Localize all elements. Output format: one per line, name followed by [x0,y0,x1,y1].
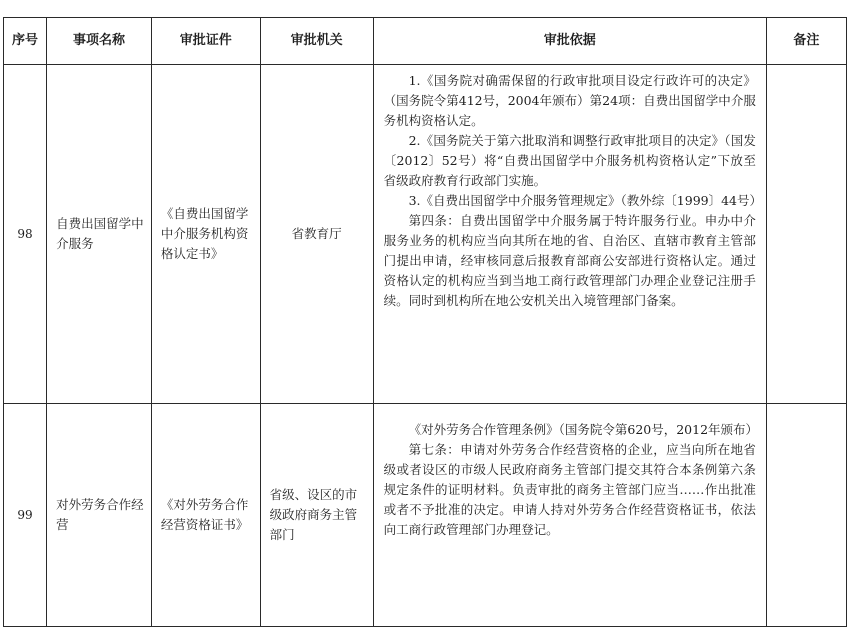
certificate: 《自费出国留学中介服务机构资格认定书》 [151,65,260,404]
table-row [4,65,847,404]
note-cell [766,404,846,627]
header-item-name: 事项名称 [47,18,152,65]
certificate: 《对外劳务合作经营资格证书》 [151,404,260,627]
note-cell [766,65,846,404]
basis-paragraph: 第四条：自费出国留学中介服务属于特许服务行业。申办中介服务业务的机构应当向其所在地的省、自治区、直辖市教育主管部门提出申请，经审核同意后报教育部商公安部进行资格认定。通过资格认定的机构应当到当地工商行政管理部门办理企业登记注册手续。同时到机构所在地公安机关出入境管理部门备案。 [383,213,756,308]
table-row [4,404,847,627]
header-basis: 审批依据 [373,18,766,65]
header-note: 备注 [766,18,846,65]
item-name: 对外劳务合作经营 [47,404,152,627]
basis-paragraph: 第七条：申请对外劳务合作经营资格的企业，应当向所在地省级或者设区的市级人民政府商务主管部门提交其符合本条例第六条规定条件的证明材料。负责审批的商务主管部门应当……作出批准或者不予批准的决定。申请人持对外劳务合作经营资格证书，依法向工商行政管理部门办理登记。 [383,442,756,537]
basis-cell [373,65,766,404]
approval-items-table [3,17,847,627]
authority: 省教育厅 [260,65,373,404]
basis-paragraph: 2.《国务院关于第六批取消和调整行政审批项目的决定》（国发〔2012〕52号）将“自费出国留学中介服务机构资格认定”下放至省级政府教育行政部门实施。 [383,133,756,188]
row-number: 98 [4,65,47,404]
basis-paragraph: 3.《自费出国留学中介服务管理规定》（教外综〔1999〕44号） [408,193,763,208]
item-name: 自费出国留学中介服务 [47,65,152,404]
basis-paragraph: 《对外劳务合作管理条例》（国务院令第620号，2012年颁布） [408,422,759,437]
basis-paragraph: 1.《国务院对确需保留的行政审批项目设定行政许可的决定》（国务院令第412号，2004年颁布）第24项：自费出国留学中介服务机构资格认定。 [383,73,756,128]
basis-cell [373,404,766,627]
header-certificate: 审批证件 [151,18,260,65]
header-no: 序号 [4,18,47,65]
table-header-row [4,18,847,65]
row-number: 99 [4,404,47,627]
authority: 省级、设区的市级政府商务主管部门 [260,404,373,627]
header-authority: 审批机关 [260,18,373,65]
